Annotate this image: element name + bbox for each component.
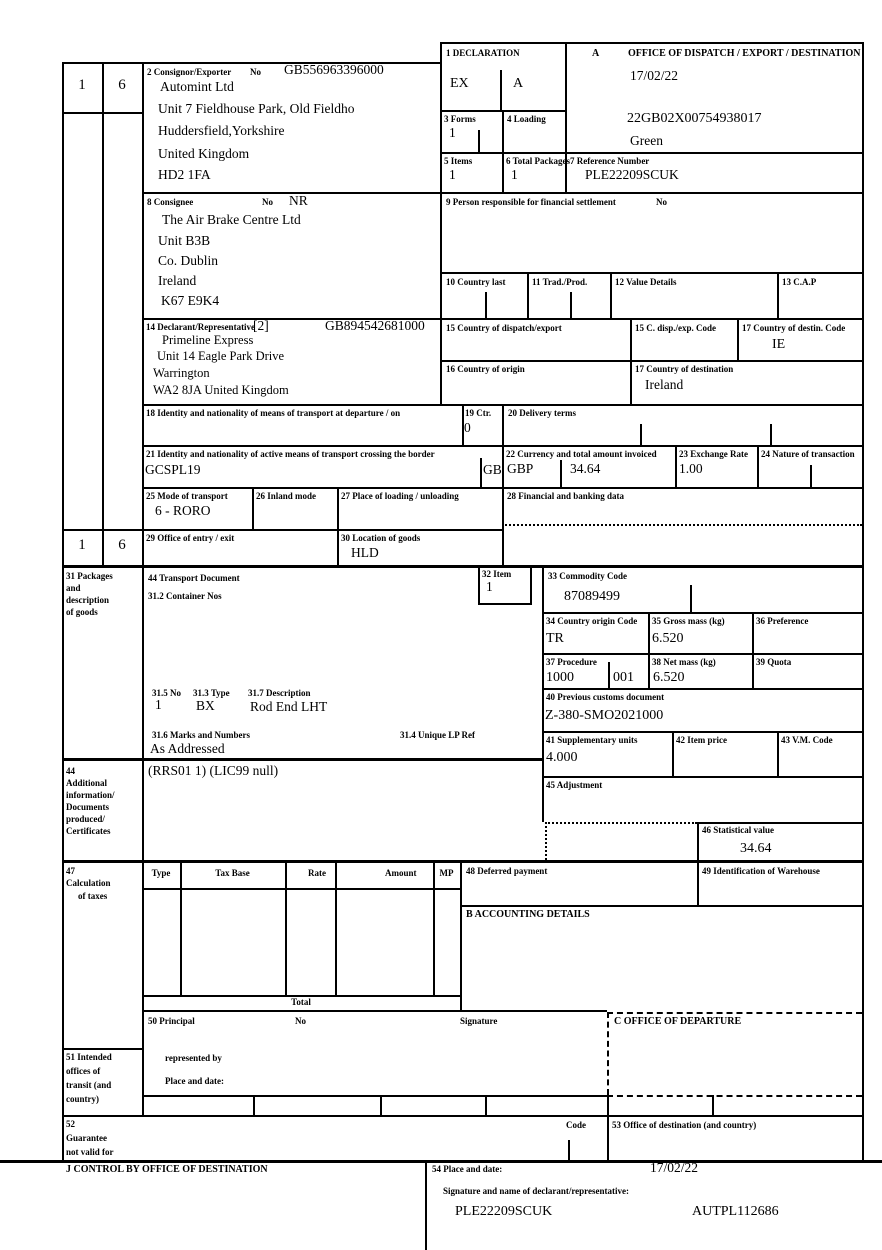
form-rule-line: [648, 612, 650, 688]
form-rule-line: [478, 565, 480, 603]
form-rule-line: [607, 1095, 609, 1160]
form-rule-line: [610, 272, 612, 318]
form-rule-line: [433, 862, 435, 995]
box17a-value: IE: [772, 337, 786, 352]
copy-number-6b: 6: [118, 537, 126, 553]
box47-margin-l1: 47: [66, 866, 75, 876]
form-rule-line: [560, 460, 562, 487]
form-rule-line: [697, 822, 862, 824]
box2-no-label: No: [250, 67, 261, 77]
box38-label: 38 Net mass (kg): [652, 657, 716, 667]
box44-margin-l2: Additional: [66, 778, 108, 788]
form-rule-line: [62, 565, 862, 568]
box24-label: 24 Nature of transaction: [761, 449, 855, 459]
box31-2-label: 31.2 Container Nos: [148, 591, 222, 601]
form-rule-line: [485, 292, 487, 318]
box25-label: 25 Mode of transport: [146, 491, 228, 501]
box37-value1: 1000: [546, 670, 574, 685]
box5-label: 5 Items: [444, 156, 473, 166]
box51-margin-l2: offices of: [66, 1066, 101, 1076]
copy-number-6: 6: [118, 77, 126, 93]
box54-signature-label: Signature and name of declarant/representative:: [443, 1186, 629, 1196]
box8-line3: Co. Dublin: [158, 253, 219, 268]
box50-signature-label: Signature: [460, 1016, 498, 1026]
box16-label: 16 Country of origin: [446, 364, 525, 374]
box33-value: 87089499: [564, 589, 620, 604]
box32-label: 32 Item: [482, 569, 512, 579]
box21-value: GCSPL19: [145, 462, 201, 477]
form-rule-line: [62, 1115, 862, 1117]
box37-label: 37 Procedure: [546, 657, 597, 667]
form-rule-line: [142, 888, 460, 890]
box31-3-value: BX: [196, 698, 215, 713]
form-rule-line: [530, 565, 532, 603]
form-rule-line: [757, 445, 759, 487]
form-rule-line: [542, 731, 862, 733]
box30-value: HLD: [351, 545, 379, 560]
box3-value: 1: [449, 125, 456, 140]
tax-header-rate: Rate: [308, 868, 326, 878]
officeC-label: C OFFICE OF DEPARTURE: [614, 1016, 742, 1027]
box50-label: 50 Principal: [148, 1016, 195, 1026]
box35-value: 6.520: [652, 631, 684, 646]
box8-line2: Unit B3B: [158, 233, 211, 248]
box31-margin-l2: and: [66, 583, 81, 593]
form-rule-line: [485, 1095, 487, 1115]
box8-label: 8 Consignee: [147, 197, 194, 207]
box44-margin-l6: Certificates: [66, 826, 111, 836]
box21-label: 21 Identity and nationality of active means of transport crossing the border: [146, 449, 435, 459]
box52-l1: 52: [66, 1119, 75, 1129]
form-rule-line: [777, 731, 779, 776]
box14-line2: Unit 14 Eagle Park Drive: [157, 349, 285, 363]
box10-label: 10 Country last: [446, 277, 506, 287]
box19-label: 19 Ctr.: [465, 408, 492, 418]
form-rule-line: [253, 1095, 255, 1115]
box54-date: 17/02/22: [650, 1160, 699, 1175]
box52-l3: not valid for: [66, 1147, 114, 1157]
form-rule-line: [777, 272, 779, 318]
box44-margin-l3: information/: [66, 790, 115, 800]
box8-line1: The Air Brake Centre Ltd: [162, 212, 301, 227]
box5-value: 1: [449, 167, 456, 182]
box41-label: 41 Supplementary units: [546, 735, 638, 745]
box2-line4: United Kingdom: [158, 146, 250, 161]
box14-eori: GB894542681000: [325, 318, 425, 333]
box44-value: (RRS01 1) (LIC99 null): [148, 763, 279, 778]
box25-value: 6 - RORO: [155, 503, 211, 518]
form-rule-line: [142, 1010, 607, 1012]
tax-total-label: Total: [291, 997, 311, 1007]
box2-label: 2 Consignor/Exporter: [147, 67, 232, 77]
box14-label: 14 Declarant/Representative: [146, 322, 256, 332]
tax-header-amount: Amount: [385, 868, 417, 878]
box40-value: Z-380-SMO2021000: [545, 708, 664, 723]
box12-label: 12 Value Details: [615, 277, 677, 287]
box53-label: 53 Office of destination (and country): [612, 1120, 757, 1130]
form-rule-line: [565, 42, 567, 192]
form-rule-line: [335, 862, 337, 995]
officeJ-label: J CONTROL BY OFFICE OF DESTINATION: [66, 1164, 268, 1175]
form-rule-line: [142, 995, 460, 997]
box50-represented-by: represented by: [165, 1053, 222, 1063]
box31-7-label: 31.7 Description: [248, 688, 311, 698]
box7-label: 7 Reference Number: [570, 156, 650, 166]
form-rule-line: [478, 603, 532, 605]
box28-label: 28 Financial and banking data: [507, 491, 625, 501]
copy-number-1b: 1: [78, 537, 86, 553]
form-rule-line: [568, 1140, 570, 1160]
form-rule-line: [502, 524, 862, 526]
box2-line1: Automint Ltd: [160, 79, 234, 94]
form-rule-line: [502, 110, 504, 192]
copy-number-1: 1: [78, 77, 86, 93]
form-rule-line: [810, 465, 812, 487]
box39-label: 39 Quota: [756, 657, 792, 667]
form-rule-line: [102, 62, 104, 565]
box32-value: 1: [486, 579, 493, 594]
box54-reference-value: AUTPL112686: [692, 1204, 779, 1219]
form-rule-line: [770, 424, 772, 445]
form-rule-line: [607, 1095, 862, 1097]
form-rule-line: [542, 688, 862, 690]
box43-label: 43 V.M. Code: [781, 735, 833, 745]
box45-label: 45 Adjustment: [546, 780, 603, 790]
box1-label: 1 DECLARATION: [446, 48, 520, 58]
box44-margin-l5: produced/: [66, 814, 105, 824]
form-rule-line: [545, 822, 547, 860]
box22-currency: GBP: [507, 461, 534, 476]
form-rule-line: [630, 318, 632, 404]
box33-label: 33 Commodity Code: [548, 571, 627, 581]
box18-label: 18 Identity and nationality of means of transport at departure / on: [146, 408, 401, 418]
form-rule-line: [62, 758, 544, 761]
box31-margin-l3: description: [66, 595, 110, 605]
box8-line4: Ireland: [158, 273, 197, 288]
form-rule-line: [462, 404, 464, 445]
box6-value: 1: [511, 167, 518, 182]
box36-label: 36 Preference: [756, 616, 809, 626]
box47-margin-l2: Calculation: [66, 878, 111, 888]
box41-value: 4.000: [546, 750, 578, 765]
form-rule-line: [180, 862, 182, 995]
box31-margin-l1: 31 Packages: [66, 571, 113, 581]
form-rule-line: [440, 272, 862, 274]
box14-line1: Primeline Express: [162, 333, 254, 347]
box47-margin-l3: of taxes: [78, 891, 108, 901]
box17-value: Ireland: [645, 377, 684, 392]
form-rule-line: [62, 860, 862, 863]
box3-label: 3 Forms: [444, 114, 476, 124]
box9-no-label: No: [656, 197, 667, 207]
form-rule-line: [697, 822, 699, 860]
box54-signature-value: PLE22209SCUK: [455, 1204, 553, 1219]
box1-declaration-type: EX: [450, 76, 469, 91]
form-rule-line: [712, 1095, 714, 1115]
form-rule-line: [640, 424, 642, 445]
box50-place-date: Place and date:: [165, 1076, 224, 1086]
box51-margin-l4: country): [66, 1094, 99, 1104]
form-rule-line: [142, 192, 862, 194]
box1-declaration-cat: A: [513, 76, 524, 91]
form-rule-line: [542, 612, 862, 614]
officeA-prefix: A: [592, 48, 600, 59]
box8-no-label: No: [262, 197, 273, 207]
box51-margin-l1: 51 Intended: [66, 1052, 112, 1062]
box51-margin-l3: transit (and: [66, 1080, 112, 1090]
form-rule-line: [527, 272, 529, 318]
box46-value: 34.64: [740, 841, 772, 856]
form-rule-line: [480, 458, 482, 487]
box31-6-value: As Addressed: [150, 741, 225, 756]
box2-line5: HD2 1FA: [158, 167, 211, 182]
form-rule-line: [737, 318, 739, 360]
box2-eori: GB556963396000: [284, 62, 384, 77]
form-rule-line: [672, 731, 674, 776]
form-rule-line: [608, 662, 610, 688]
form-rule-line: [478, 130, 480, 152]
officeA-date: 17/02/22: [630, 68, 679, 83]
form-rule-line: [0, 1160, 882, 1163]
form-rule-line: [675, 445, 677, 487]
box14-line3: Warrington: [153, 366, 210, 380]
box31-5-label: 31.5 No: [152, 688, 181, 698]
box19-value: 0: [464, 420, 471, 435]
form-rule-line: [62, 529, 502, 531]
box13-label: 13 C.A.P: [782, 277, 817, 287]
form-rule-line: [545, 822, 697, 824]
box26-label: 26 Inland mode: [256, 491, 317, 501]
box34-label: 34 Country origin Code: [546, 616, 638, 626]
box23-label: 23 Exchange Rate: [679, 449, 748, 459]
box14-rep-code: [2]: [253, 318, 269, 333]
box48-label: 48 Deferred payment: [466, 866, 548, 876]
box38-value: 6.520: [653, 670, 685, 685]
box17a-label: 17 Country of destin. Code: [742, 323, 846, 333]
officeA-routing: Green: [630, 133, 663, 148]
box7-value: PLE22209SCUK: [585, 167, 679, 182]
box20-label: 20 Delivery terms: [508, 408, 576, 418]
box46-label: 46 Statistical value: [702, 825, 774, 835]
form-rule-line: [337, 487, 339, 565]
box31-margin-l4: of goods: [66, 607, 98, 617]
box9-label: 9 Person responsible for financial settlement: [446, 197, 616, 207]
form-rule-line: [142, 1095, 607, 1097]
box34-value: TR: [546, 631, 564, 646]
form-rule-line: [142, 62, 144, 1115]
box50-no-label: No: [295, 1016, 306, 1026]
box54-label: 54 Place and date:: [432, 1164, 503, 1174]
accounting-details-label: B ACCOUNTING DETAILS: [466, 909, 590, 920]
form-rule-line: [380, 1095, 382, 1115]
form-rule-line: [62, 62, 64, 1160]
form-rule-line: [425, 1160, 427, 1250]
form-rule-line: [62, 62, 442, 64]
box44-transport-doc-label: 44 Transport Document: [148, 573, 240, 583]
box8-line5: K67 E9K4: [161, 293, 220, 308]
officeA-title: OFFICE OF DISPATCH / EXPORT / DESTINATION: [628, 48, 861, 59]
box49-label: 49 Identification of Warehouse: [702, 866, 820, 876]
box17-label: 17 Country of destination: [635, 364, 734, 374]
form-rule-line: [542, 565, 544, 822]
box52-l2: Guarantee: [66, 1133, 107, 1143]
box44-margin-l1: 44: [66, 766, 75, 776]
form-rule-line: [542, 653, 862, 655]
box22-label: 22 Currency and total amount invoiced: [506, 449, 657, 459]
box40-label: 40 Previous customs document: [546, 692, 665, 702]
form-rule-line: [142, 318, 862, 320]
box30-label: 30 Location of goods: [341, 533, 421, 543]
box2-line2: Unit 7 Fieldhouse Park, Old Fieldho: [158, 101, 355, 116]
tax-header-taxbase: Tax Base: [215, 868, 250, 878]
form-rule-line: [607, 1012, 609, 1095]
form-rule-line: [862, 42, 864, 1160]
form-rule-line: [460, 860, 462, 1010]
box31-4-label: 31.4 Unique LP Ref: [400, 730, 476, 740]
box42-label: 42 Item price: [676, 735, 727, 745]
form-rule-line: [440, 42, 442, 404]
form-rule-line: [690, 585, 692, 612]
box37-value2: 001: [613, 670, 634, 685]
officeA-mrn: 22GB02X00754938017: [627, 111, 762, 126]
box31-6-label: 31.6 Marks and Numbers: [152, 730, 251, 740]
box52-code-label: Code: [566, 1120, 586, 1130]
form-rule-line: [460, 905, 862, 907]
form-rule-line: [697, 860, 699, 905]
form-rule-line: [440, 42, 862, 44]
box2-line3: Huddersfield,Yorkshire: [158, 123, 285, 138]
box8-eori: NR: [289, 193, 308, 208]
box15a-label: 15 C. disp./exp. Code: [635, 323, 717, 333]
form-rule-line: [502, 404, 504, 565]
box14-line4: WA2 8JA United Kingdom: [153, 383, 289, 397]
box29-label: 29 Office of entry / exit: [146, 533, 235, 543]
box35-label: 35 Gross mass (kg): [652, 616, 725, 626]
box31-3-label: 31.3 Type: [193, 688, 230, 698]
box15-label: 15 Country of dispatch/export: [446, 323, 562, 333]
form-rule-line: [570, 292, 572, 318]
box6-label: 6 Total Packages: [506, 156, 571, 166]
box21-nationality: GB: [483, 462, 502, 477]
box11-label: 11 Trad./Prod.: [532, 277, 588, 287]
box31-5-value: 1: [155, 697, 162, 712]
box27-label: 27 Place of loading / unloading: [341, 491, 459, 501]
box31-7-value: Rod End LHT: [250, 699, 328, 714]
form-rule-line: [752, 612, 754, 688]
box44-margin-l4: Documents: [66, 802, 109, 812]
form-rule-line: [285, 862, 287, 995]
form-rule-line: [542, 776, 862, 778]
box4-label: 4 Loading: [507, 114, 546, 124]
tax-header-type: Type: [151, 868, 171, 878]
form-rule-line: [607, 1012, 862, 1014]
form-rule-line: [440, 360, 862, 362]
form-rule-line: [62, 1048, 142, 1050]
form-rule-line: [252, 487, 254, 529]
box23-value: 1.00: [679, 461, 703, 476]
box22-amount: 34.64: [570, 461, 601, 476]
tax-header-mp: MP: [439, 868, 454, 878]
form-rule-line: [500, 70, 502, 110]
